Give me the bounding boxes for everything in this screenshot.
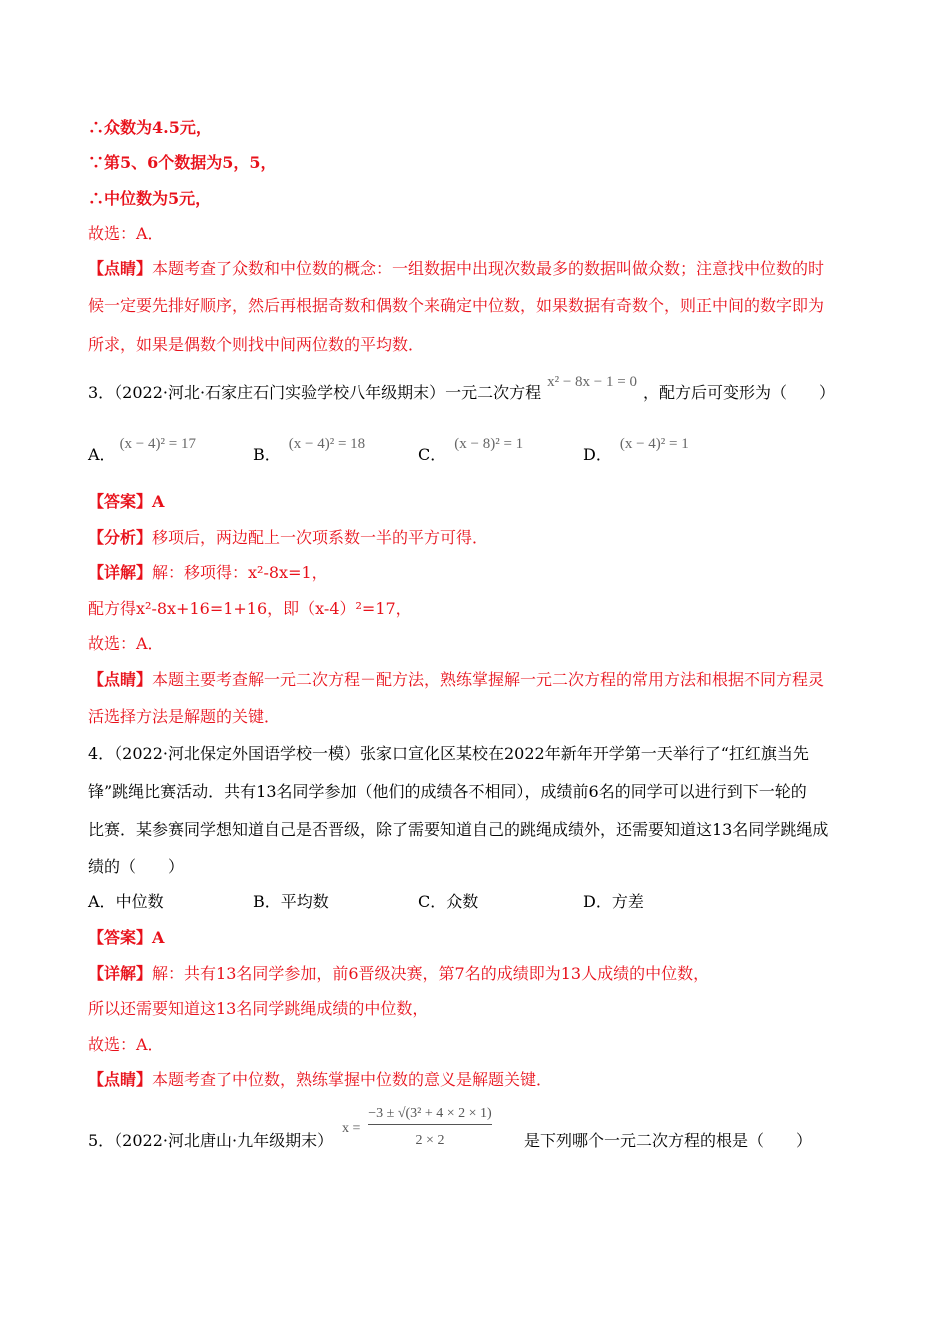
option-text: 平均数	[280, 892, 329, 911]
q5-formula-numerator: −3 ± √(3² + 4 × 2 × 1)	[368, 1106, 492, 1125]
detail-text: 解：共有13名同学参加，前6晋级决赛，第7名的成绩即为13人成绩的中位数，	[152, 964, 710, 983]
q4-option-d	[583, 891, 644, 913]
q3-detail-line-2: 配方得x²-8x+16=1+16，即（x-4）²=17，	[88, 599, 412, 618]
q4-detail-line-1	[88, 963, 709, 985]
detail-tag: 【详解】	[88, 964, 153, 983]
q4-stem-line-2: 锋”跳绳比赛活动．共有13名同学参加（他们的成绩各不相同），成绩前6名的同学可以进行到下一轮的	[88, 782, 807, 801]
q3-detail-line-1	[88, 562, 328, 584]
q3-analysis	[88, 527, 488, 549]
q4-stem-line-4: 绩的（ ）	[88, 857, 185, 876]
note-tag: 【点睛】	[88, 670, 153, 689]
q4-note-line-1	[88, 1069, 552, 1091]
q3-option-a	[88, 432, 196, 464]
q4-answer: 【答案】A	[88, 928, 165, 947]
note-text: 本题考查了中位数，熟练掌握中位数的意义是解题关键．	[152, 1070, 553, 1089]
q5-stem-end: 是下列哪个一元二次方程的根是（ ）	[524, 1131, 813, 1150]
option-expr: (x − 4)² = 17	[119, 436, 196, 452]
q3-stem-end: ，配方后可变形为（ ）	[642, 383, 835, 402]
q4-option-c	[418, 891, 478, 913]
option-text: 方差	[611, 892, 644, 911]
detail-tag: 【详解】	[88, 563, 153, 582]
q3-note-line-2: 活选择方法是解题的关键．	[88, 707, 281, 726]
option-label: D．	[583, 445, 612, 464]
prev-note-line-1	[88, 258, 824, 280]
option-label: A．	[88, 445, 116, 464]
option-text: 中位数	[115, 892, 164, 911]
q5-stem: 5．（2022·河北唐山·九年级期末）	[88, 1131, 334, 1150]
option-text: 众数	[446, 892, 479, 911]
q4-stem-line-1: 4．（2022·河北保定外国语学校一模）张家口宣化区某校在2022年新年开学第一天举行了“扛红旗当先	[88, 744, 809, 763]
prev-note-line-3: 所求，如果是偶数个则找中间两位数的平均数．	[88, 335, 425, 354]
q4-option-b	[253, 891, 329, 913]
note-text: 本题主要考查解一元二次方程－配方法，熟练掌握解一元二次方程的常用方法和根据不同方程灵	[152, 670, 825, 689]
prev-line-4: 故选：A．	[88, 224, 164, 243]
prev-line-3: ∴中位数为5元，	[88, 189, 212, 208]
q3-detail-line-3: 故选：A．	[88, 634, 164, 653]
q3-note-line-1	[88, 669, 824, 691]
option-expr: (x − 8)² = 1	[454, 436, 524, 452]
q3-answer: 【答案】A	[88, 492, 165, 511]
option-label: A．	[88, 892, 116, 911]
note-tag: 【点睛】	[88, 1070, 153, 1089]
q4-detail-line-3: 故选：A．	[88, 1035, 164, 1054]
prev-note-line-2: 候一定要先排好顺序，然后再根据奇数和偶数个来确定中位数，如果数据有奇数个，则正中间的数字即为	[88, 296, 825, 315]
option-expr: (x − 4)² = 18	[288, 436, 366, 452]
detail-text: 解：移项得：x²-8x=1，	[152, 563, 328, 582]
q4-detail-line-2: 所以还需要知道这13名同学跳绳成绩的中位数，	[88, 999, 429, 1018]
q3-option-b	[253, 432, 366, 464]
q3-stem	[88, 374, 835, 405]
prev-line-1: ∴众数为4.5元，	[88, 118, 212, 137]
option-label: B．	[253, 892, 281, 911]
option-label: D．	[583, 892, 612, 911]
q4-stem-line-3: 比赛．某参赛同学想知道自己是否晋级，除了需要知道自己的跳绳成绩外，还需要知道这13名同学跳绳成	[88, 820, 829, 839]
q5-formula-lhs: x =	[342, 1121, 361, 1136]
q3-equation: x² − 8x − 1 = 0	[547, 374, 637, 390]
option-expr: (x − 4)² = 1	[619, 436, 689, 452]
q5-formula-denominator: 2 × 2	[415, 1133, 445, 1148]
q4-option-a	[88, 891, 164, 913]
analysis-tag: 【分析】	[88, 528, 153, 547]
note-text: 本题考查了众数和中位数的概念：一组数据中出现次数最多的数据叫做众数；注意找中位数的时	[152, 259, 825, 278]
option-label: C．	[418, 445, 447, 464]
q3-option-c	[418, 432, 524, 464]
analysis-text: 移项后，两边配上一次项系数一半的平方可得．	[152, 528, 489, 547]
q3-option-d	[583, 432, 689, 464]
note-tag: 【点睛】	[88, 259, 153, 278]
q3-stem-text: 3．（2022·河北·石家庄石门实验学校八年级期末）一元二次方程	[88, 383, 542, 402]
option-label: B．	[253, 445, 281, 464]
option-label: C．	[418, 892, 447, 911]
prev-line-2: ∵第5、6个数据为5，5，	[88, 153, 277, 172]
